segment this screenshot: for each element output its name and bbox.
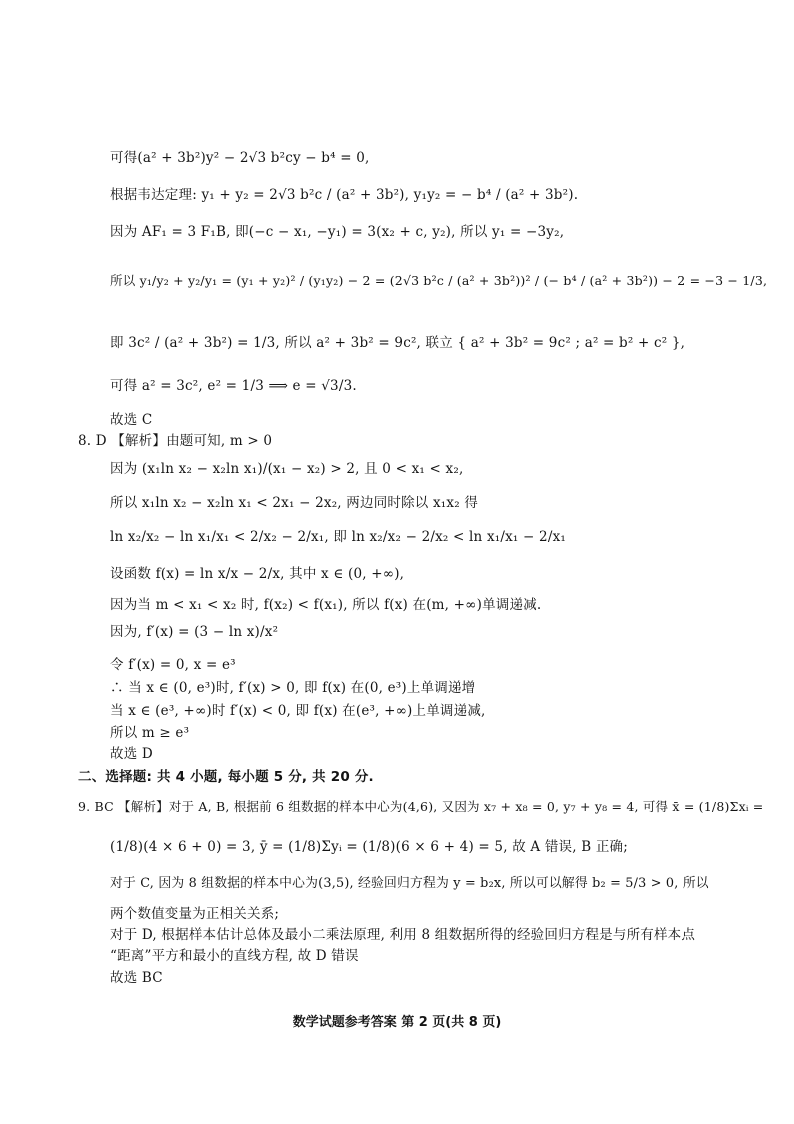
text-line: 可得 a² = 3c², e² = 1/3 ⟹ e = √3/3. [110, 378, 357, 394]
text-line: 两个数值变量为正相关关系; [110, 906, 280, 922]
text-line: 令 f′(x) = 0, x = e³ [110, 657, 236, 673]
question-8-header: 8. D 【解析】由题可知, m > 0 [78, 433, 273, 449]
text-line: 所以 m ≥ e³ [110, 725, 190, 741]
text-line: (1/8)(4 × 6 + 0) = 3, ȳ = (1/8)Σyᵢ = (1/8)(6 × 6 + 4) = 5, 故 A 错误, B 正确; [110, 839, 628, 855]
text-line: 可得(a² + 3b²)y² − 2√3 b²cy − b⁴ = 0, [110, 150, 370, 166]
text-line: 故选 C [110, 412, 153, 428]
page-footer: 数学试题参考答案 第 2 页(共 8 页) [292, 1015, 502, 1030]
text-line: 对于 D, 根据样本估计总体及最小二乘法原理, 利用 8 组数据所得的经验回归方程是与所有样本点 [110, 927, 696, 943]
text-line: 所以 x₁ln x₂ − x₂ln x₁ < 2x₁ − 2x₂, 两边同时除以 x₁x₂ 得 [110, 495, 479, 511]
section-heading: 二、选择题: 共 4 小题, 每小题 5 分, 共 20 分. [78, 769, 374, 785]
text-line: 因为当 m < x₁ < x₂ 时, f(x₂) < f(x₁), 所以 f(x) 在(m, +∞)单调递减. [110, 597, 542, 613]
text-line: 所以 y₁/y₂ + y₂/y₁ = (y₁ + y₂)² / (y₁y₂) − 2 = (2√3 b²c / (a² + 3b²))² / (− b⁴ / (a² + 3b²)) − 2 = −3 − 1/3, [110, 273, 768, 288]
text-line: 因为, f′(x) = (3 − ln x)/x² [110, 624, 279, 640]
text-line: 设函数 f(x) = ln x/x − 2/x, 其中 x ∈ (0, +∞), [110, 566, 405, 582]
text-line: 故选 D [110, 746, 153, 762]
text-line: 当 x ∈ (e³, +∞)时 f′(x) < 0, 即 f(x) 在(e³, +∞)上单调递减, [110, 703, 486, 719]
text-line: 故选 BC [110, 970, 163, 986]
question-9-header: 9. BC 【解析】对于 A, B, 根据前 6 组数据的样本中心为(4,6), 又因为 x₇ + x₈ = 0, y₇ + y₈ = 4, 可得 x̄ = (1/8)Σxᵢ = [78, 799, 764, 814]
text-line: 因为 (x₁ln x₂ − x₂ln x₁)/(x₁ − x₂) > 2, 且 0 < x₁ < x₂, [110, 461, 464, 477]
text-line: ∴ 当 x ∈ (0, e³)时, f′(x) > 0, 即 f(x) 在(0, e³)上单调递增 [110, 680, 476, 696]
text-line: 根据韦达定理: y₁ + y₂ = 2√3 b²c / (a² + 3b²), y₁y₂ = − b⁴ / (a² + 3b²). [110, 187, 579, 203]
text-line: ln x₂/x₂ − ln x₁/x₁ < 2/x₂ − 2/x₁, 即 ln x₂/x₂ − 2/x₂ < ln x₁/x₁ − 2/x₁ [110, 529, 566, 545]
text-line: 因为 AF₁ = 3 F₁B, 即(−c − x₁, −y₁) = 3(x₂ + c, y₂), 所以 y₁ = −3y₂, [110, 224, 565, 240]
text-line: 即 3c² / (a² + 3b²) = 1/3, 所以 a² + 3b² = 9c², 联立 { a² + 3b² = 9c² ; a² = b² + c² }, [110, 335, 686, 351]
text-line: 对于 C, 因为 8 组数据的样本中心为(3,5), 经验回归方程为 y = b₂x, 所以可以解得 b₂ = 5/3 > 0, 所以 [110, 876, 709, 891]
text-line: “距离”平方和最小的直线方程, 故 D 错误 [110, 948, 359, 964]
